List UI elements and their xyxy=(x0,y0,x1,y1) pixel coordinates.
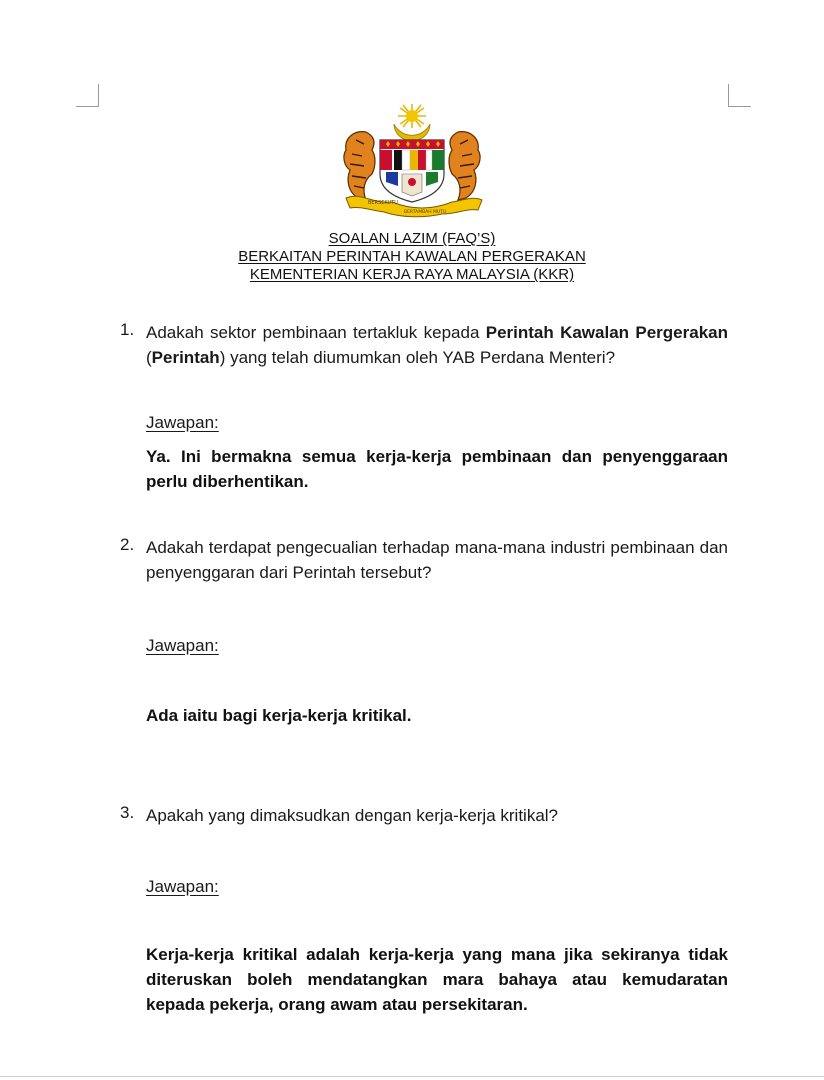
heading-line-3: KEMENTERIAN KERJA RAYA MALAYSIA (KKR) xyxy=(249,266,575,283)
heading-line-2: BERKAITAN PERINTAH KAWALAN PERGERAKAN xyxy=(238,248,586,265)
question-text-part: ( xyxy=(146,348,152,367)
faq-number: 3. xyxy=(120,803,135,822)
faq-question-3 xyxy=(120,803,728,828)
motto-right: BERTAMBAH MUTU xyxy=(404,210,447,215)
answer-label-1: Jawapan: xyxy=(146,413,219,432)
heading-line-1: SOALAN LAZIM (FAQ’S) xyxy=(328,230,496,247)
faq-question-1 xyxy=(120,320,728,370)
faq-question-text: Adakah terdapat pengecualian terhadap mana-mana industri pembinaan dan penyenggaran dari Perintah tersebut? xyxy=(146,538,728,582)
faq-answer-3: Kerja-kerja kritikal adalah kerja-kerja yang mana jika sekiranya tidak diteruskan boleh mendatangkan mara bahaya atau kemudaratan kepada pekerja, orang awam atau persekitaran. xyxy=(146,945,728,1014)
faq-answer-2: Ada iaitu bagi kerja-kerja kritikal. xyxy=(146,706,412,725)
faq-question-text xyxy=(146,320,728,370)
faq-question-text: Apakah yang dimaksudkan dengan kerja-kerja kritikal? xyxy=(146,806,559,825)
question-text-bold: Perintah xyxy=(151,348,220,367)
crop-mark-top-left xyxy=(76,84,99,107)
faq-question-2 xyxy=(120,535,728,585)
page-bottom-edge xyxy=(0,1076,824,1077)
question-text-bold: Perintah Kawalan Pergerakan xyxy=(485,323,728,342)
document-heading xyxy=(0,230,824,284)
answer-label-2: Jawapan: xyxy=(146,636,219,655)
malaysia-coat-of-arms-icon xyxy=(332,100,492,224)
faq-number: 1. xyxy=(120,320,135,339)
faq-number: 2. xyxy=(120,535,135,554)
answer-label-3: Jawapan: xyxy=(146,877,219,896)
motto-left: BERSEKUTU xyxy=(368,200,398,206)
crop-mark-top-right xyxy=(728,84,751,107)
question-text-part: ) yang telah diumumkan oleh YAB Perdana Menteri? xyxy=(219,348,616,367)
question-text-part: Adakah sektor pembinaan tertakluk kepada xyxy=(146,323,486,342)
faq-answer-1: Ya. Ini bermakna semua kerja-kerja pembinaan dan penyenggaraan perlu diberhentikan. xyxy=(146,447,728,491)
